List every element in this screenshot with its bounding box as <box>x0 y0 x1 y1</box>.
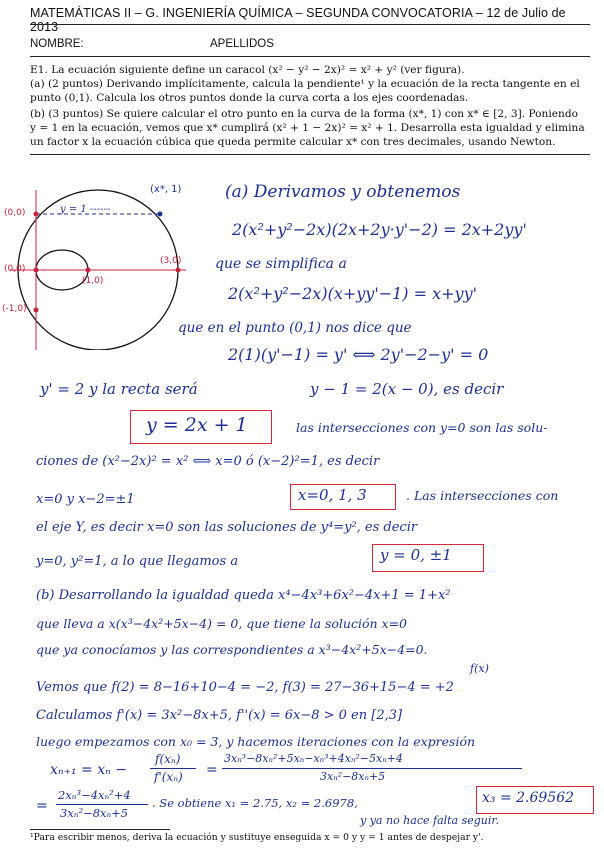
hw-line-1: (a) Derivamos y obtenemos <box>225 182 461 202</box>
hw-line-6: 2(1)(y'−1) = y' ⟺ 2y'−2−y' = 0 <box>228 345 489 364</box>
point-3-0 <box>176 268 181 273</box>
point-0-1 <box>34 212 39 217</box>
answer-x-intersections: x=0, 1, 3 <box>298 486 367 504</box>
newton-fraction-bar-2 <box>222 768 522 769</box>
nombre-label: NOMBRE: <box>30 38 84 50</box>
label-inner: (1,0) <box>82 276 104 286</box>
newton-den2: 3xₙ²−8xₙ+5 <box>320 770 386 783</box>
header-rule <box>30 24 590 25</box>
exercise-line-6: un factor x la ecuación cúbica que queda permite calcular x* con tres decimales, usando Newton. <box>30 136 556 148</box>
exercise-line-3: punto (0,1). Calcula los otros puntos donde la curva corta a los ejes coordenadas. <box>30 92 469 104</box>
newton-num3: 2xₙ³−4xₙ²+4 <box>58 788 131 802</box>
hw-line-11: el eje Y, es decir x=0 son las soluciones de y⁴=y², es decir <box>36 520 418 535</box>
hw-line-3: que se simplifica a <box>215 256 347 272</box>
hw-line-13: (b) Desarrollando la igualdad queda x⁴−4x³+6x²−4x+1 = 1+x² <box>36 588 451 603</box>
label-xstar: (x*, 1) <box>150 184 182 195</box>
hw-line-12: y=0, y²=1, a lo que llegamos a <box>36 554 239 569</box>
label-top-left: (0,0) <box>4 208 26 218</box>
newton-fraction-bar-3 <box>56 804 148 805</box>
hw-line-8: las intersecciones con y=0 son las solu- <box>296 420 548 435</box>
hw-line-21: y ya no hace falta seguir. <box>360 814 499 827</box>
exercise-rule <box>30 154 590 155</box>
hw-line-2: 2(x²+y²−2x)(2x+2y·y'−2) = 2x+2yy' <box>232 220 527 239</box>
exercise-line-4: (b) (3 puntos) Se quiere calcular el otro punto en la curva de la forma (x*, 1) con x* ∈ [2, 3]. Poniendo <box>30 108 579 120</box>
answer-y-intersections: y = 0, ±1 <box>380 546 452 564</box>
label-right: (3,0) <box>160 256 182 266</box>
point-origin <box>34 268 39 273</box>
apellidos-label: APELLIDOS <box>210 38 274 50</box>
hw-line-17: Calculamos f'(x) = 3x²−8x+5, f''(x) = 6x−8 > 0 en [2,3] <box>36 708 403 723</box>
point-1-0 <box>86 268 91 273</box>
hw-line-15: que ya conocíamos y las correspondientes a x³−4x²+5x−4=0. <box>36 642 428 657</box>
hw-line-10a: x=0 y x−2=±1 <box>36 492 135 507</box>
hw-line-7a: y' = 2 y la recta será <box>40 380 198 398</box>
hw-line-7b: y − 1 = 2(x − 0), es decir <box>310 380 504 398</box>
point-xstar-1 <box>158 212 163 217</box>
hw-line-16: Vemos que f(2) = 8−16+10−4 = −2, f(3) = 27−36+15−4 = +2 <box>36 680 454 695</box>
hw-line-5: que en el punto (0,1) nos dice que <box>178 320 412 336</box>
exercise-line-2: (a) (2 puntos) Derivando implícitamente, calcula la pendiente¹ y la ecuación de la recta tangente en el <box>30 78 580 90</box>
newton-num: f(xₙ) <box>155 752 181 766</box>
hw-line-9: ciones de (x²−2x)² = x² ⟺ x=0 ó (x−2)²=1, es decir <box>36 454 380 469</box>
exercise-line-5: y = 1 en la ecuación, vemos que x* cumplirá (x² + 1 − 2x)² = x² + 1. Desarrolla esta igualdad y elimina <box>30 122 585 134</box>
point-0-neg1 <box>34 308 39 313</box>
newton-den3: 3xₙ²−8xₙ+5 <box>60 806 129 820</box>
newton-eq2: = <box>36 798 48 814</box>
hw-line-4: 2(x²+y²−2x)(x+yy'−1) = x+yy' <box>228 284 478 303</box>
hw-line-14: que lleva a x(x³−4x²+5x−4) = 0, que tiene la solución x=0 <box>36 616 408 631</box>
footnote-rule <box>30 829 170 830</box>
hw-fx-label: f(x) <box>470 662 489 675</box>
footnote: ¹Para escribir menos, deriva la ecuación y sustituye enseguida x = 0 y y = 1 antes de despejar y'. <box>30 832 484 843</box>
hw-line-18: luego empezamos con x₀ = 3, y hacemos iteraciones con la expresión <box>36 734 476 749</box>
newton-lhs: xₙ₊₁ = xₙ − <box>50 762 127 778</box>
answer-newton: x₃ = 2.69562 <box>482 790 575 806</box>
newton-eq: = <box>206 762 218 778</box>
newton-num2: 3xₙ³−8xₙ²+5xₙ−xₙ³+4xₙ²−5xₙ+4 <box>224 752 403 765</box>
answer-tangent: y = 2x + 1 <box>146 414 248 436</box>
label-dashed-line: y = 1 ------ <box>60 204 111 215</box>
label-bottom-left: (-1,0) <box>2 304 27 314</box>
label-left: (0,0) <box>4 264 26 274</box>
hw-line-10b: . Las intersecciones con <box>406 488 559 503</box>
exam-header: MATEMÁTICAS II – G. INGENIERÍA QUÍMICA – SEGUNDA CONVOCATORIA – 12 de Julio de 2013 <box>30 6 566 34</box>
name-rule <box>30 56 590 57</box>
exercise-line-1: E1. La ecuación siguiente define un caracol (x² − y² − 2x)² = x² + y² (ver figura). <box>30 64 465 76</box>
newton-den: f'(xₙ) <box>154 770 183 784</box>
hw-line-20b: . Se obtiene x₁ = 2.75, x₂ = 2.6978, <box>152 796 358 810</box>
newton-fraction-bar <box>150 768 196 769</box>
